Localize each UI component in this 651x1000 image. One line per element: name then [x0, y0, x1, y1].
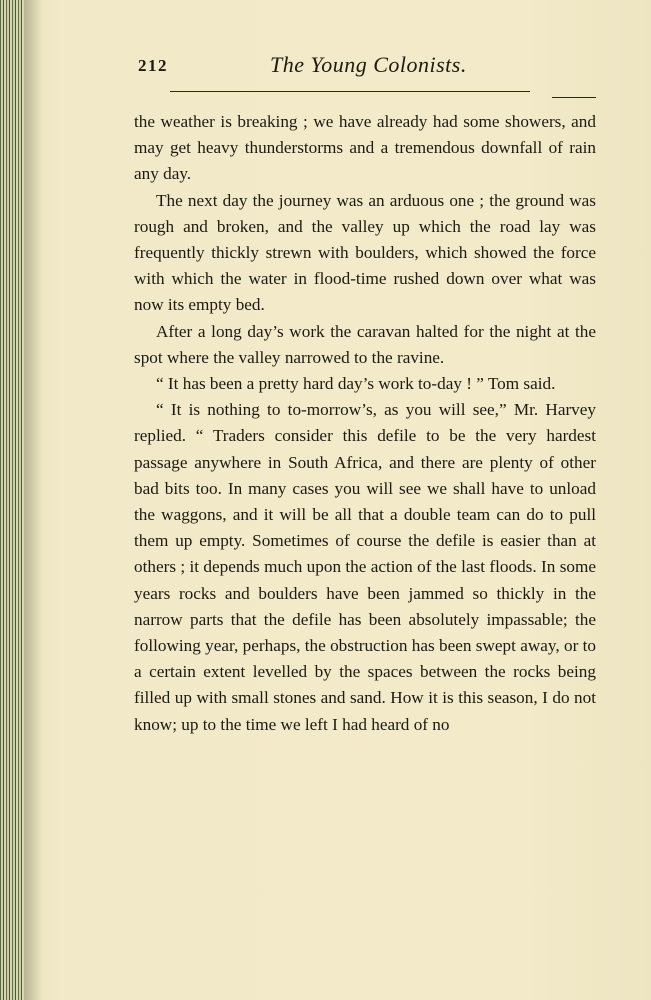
- page-header: [138, 52, 598, 86]
- paragraph: “ It has been a pretty hard day’s work to-day ! ” Tom said.: [156, 374, 556, 394]
- gutter-shadow: [24, 0, 42, 1000]
- paragraph: The next day the journey was an arduous one ; the ground was rough and broken, and the valley up which the road lay was frequently thickly strewn with boulders, which showed the force with which the water in flood-time rushed down over what was now its empty bed.: [134, 190, 596, 315]
- book-binding-edge: [0, 0, 24, 1000]
- header-rule: [170, 91, 530, 92]
- running-title: The Young Colonists.: [270, 52, 467, 77]
- paragraph: “ It is nothing to to-morrow’s, as you will see,” Mr. Harvey replied. “ Traders consider this defile to be the very hardest passage anywhere in South Africa, and there are plenty of other bad bits too. In many cases you will see we shall have to unload the waggons, and it will be all that a double team can do to pull them up empty. Sometimes of course the defile is easier than at others ; it depends much upon the action of the last floods. In some years rocks and boulders have been jammed so thickly in the narrow parts that the defile has been absolutely impassable; the following year, perhaps, the obstruction has been swept away, or to a certain extent levelled by the spaces between the rocks being filled up with small stones and sand. How it is this season, I do not know; up to the time we left I had heard of no: [134, 400, 596, 734]
- page-number: 212: [138, 56, 168, 75]
- paragraph: the weather is breaking ; we have already had some showers, and may get heavy thunderstorms and a tremendous downfall of rain any day.: [134, 112, 596, 184]
- body-text: [134, 109, 596, 738]
- paragraph: After a long day’s work the caravan halted for the night at the spot where the valley narrowed to the ravine.: [134, 321, 596, 367]
- header-rule-end: [552, 97, 596, 98]
